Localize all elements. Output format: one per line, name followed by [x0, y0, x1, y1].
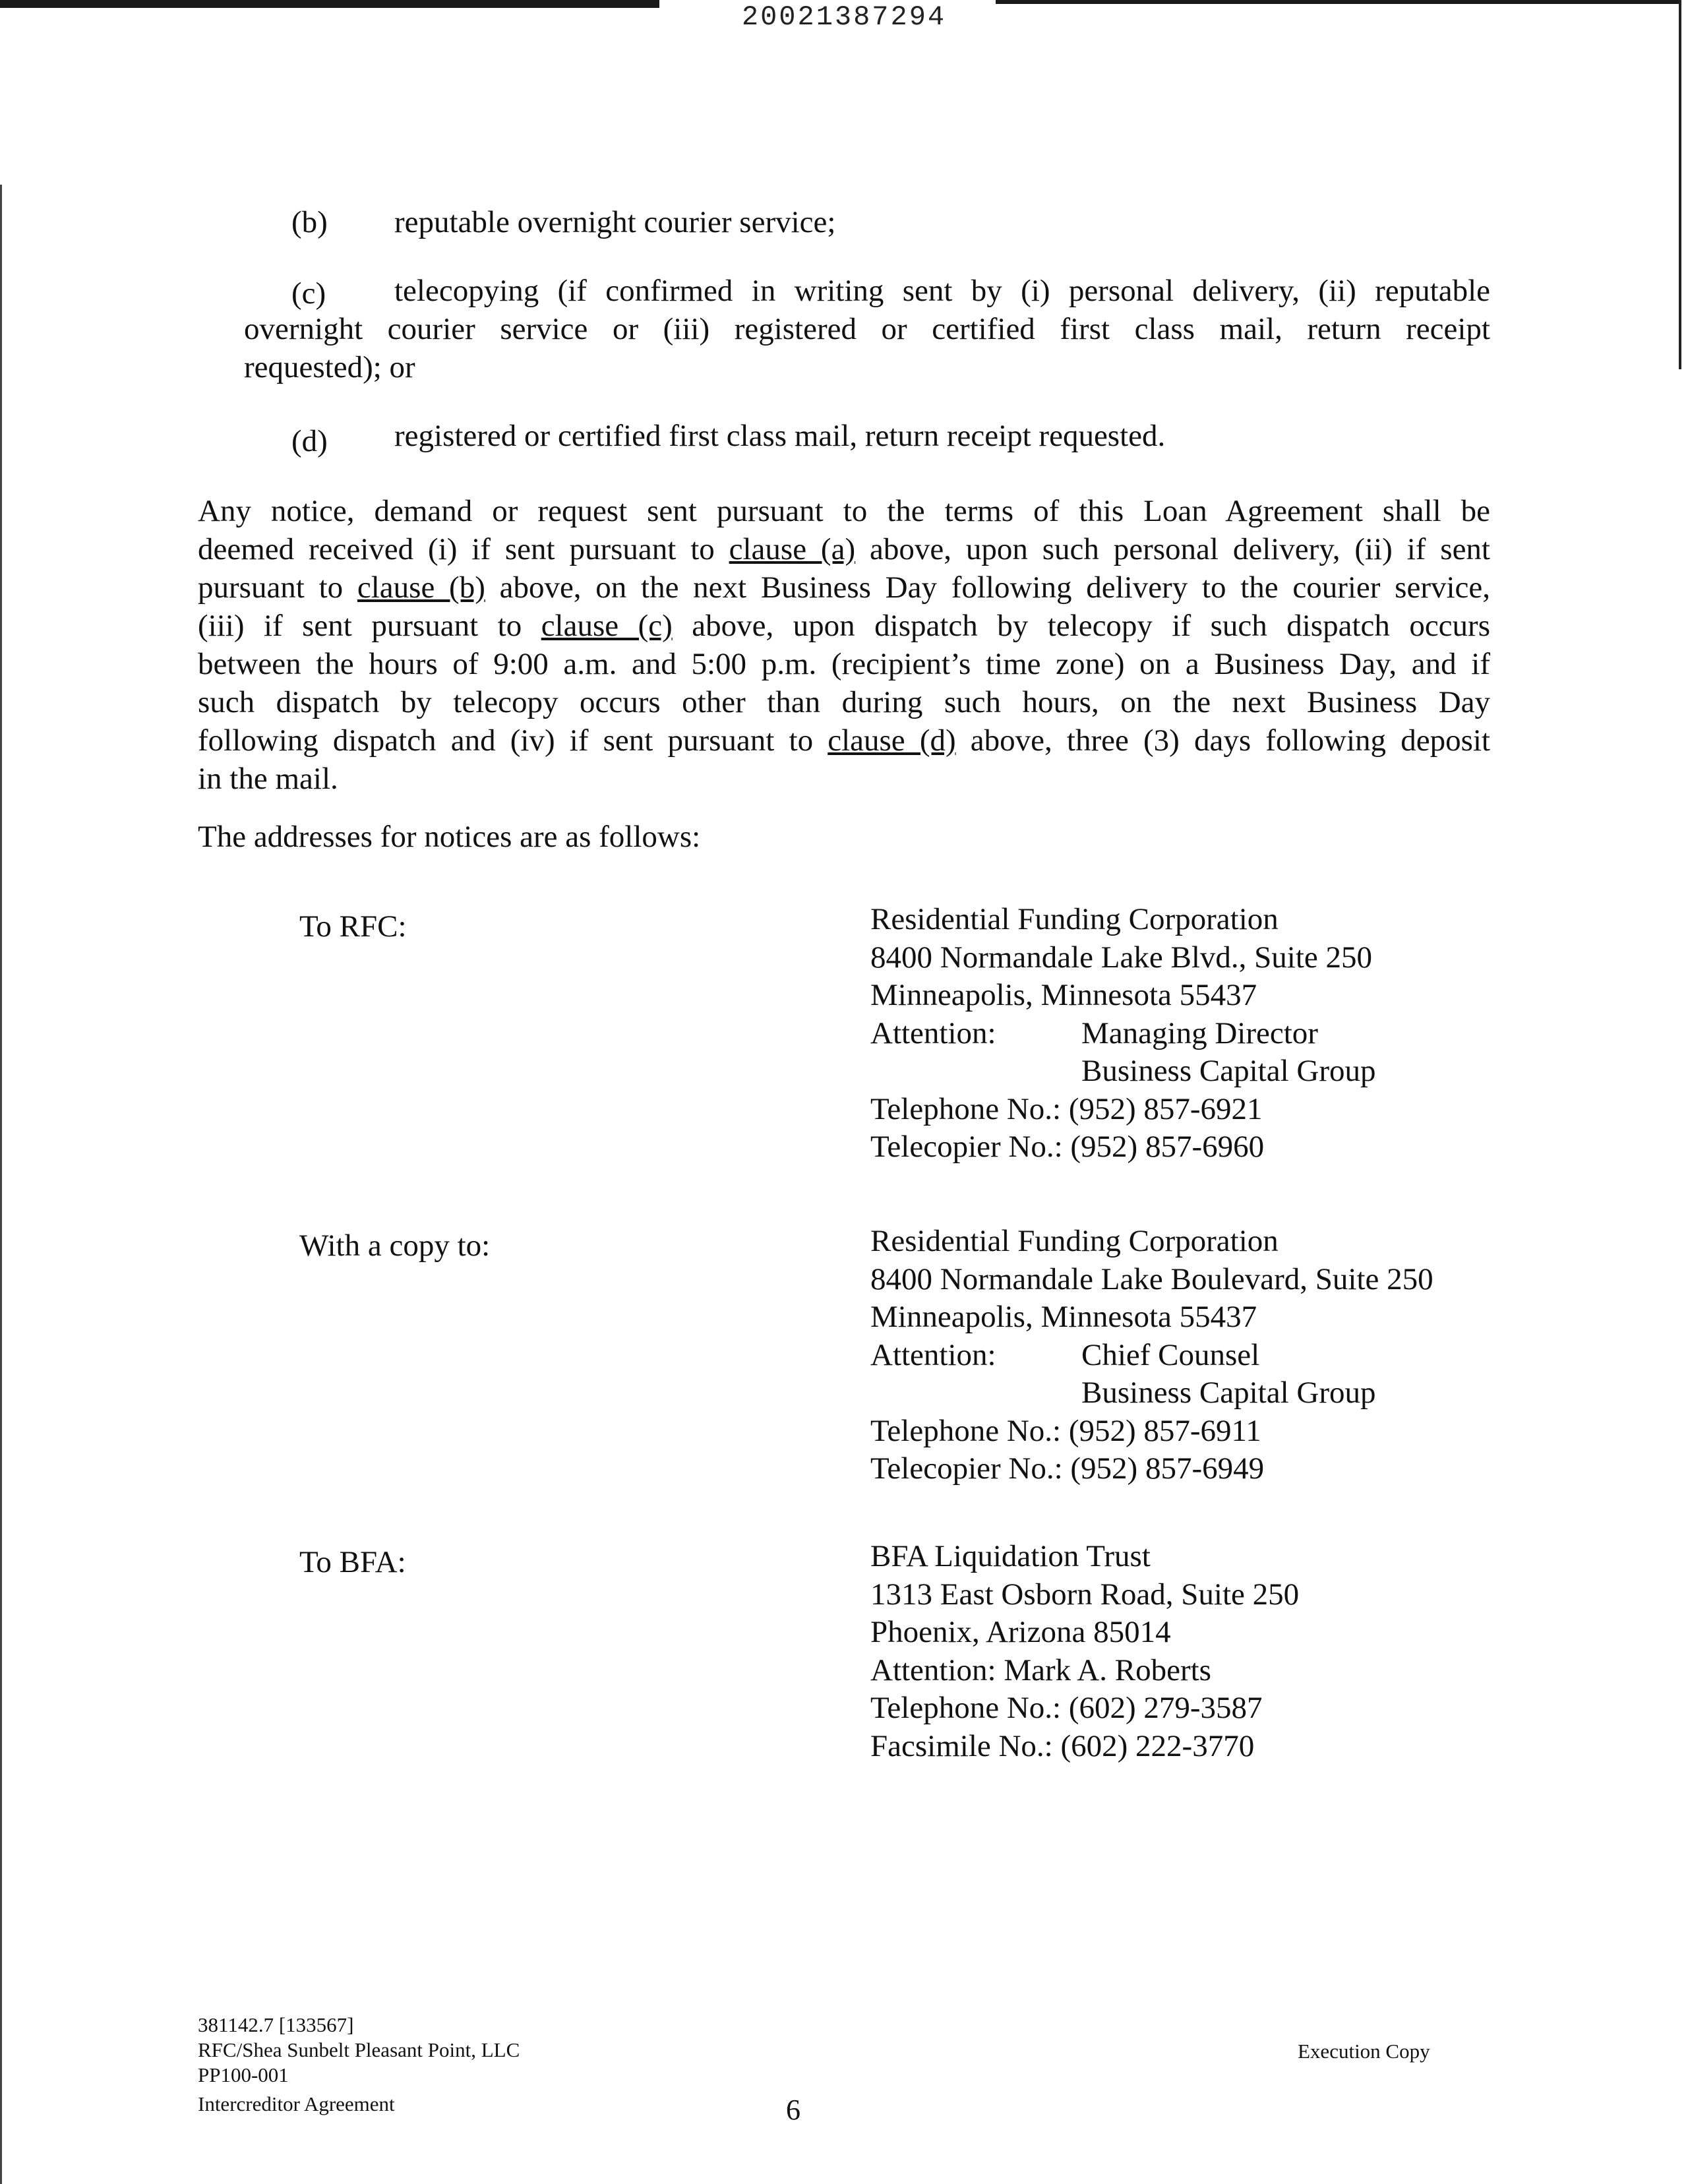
item-c-label: (c)	[291, 276, 326, 311]
notice-line-5: between the hours of 9:00 a.m. and 5:00 p.m. (recipient’s time zone) on a Business Day, and if	[198, 647, 1490, 681]
copy-telephone: Telephone No.: (952) 857-6911	[870, 1413, 1261, 1448]
bfa-attention: Attention: Mark A. Roberts	[870, 1653, 1211, 1687]
notice-line-6: such dispatch by telecopy occurs other than during such hours, on the next Business Day	[198, 685, 1490, 719]
addresses-intro: The addresses for notices are as follows:	[198, 820, 701, 854]
notice-line-4: (iii) if sent pursuant to clause (c) above, upon dispatch by telecopy if such dispatch occurs	[198, 609, 1490, 643]
item-c-line3: requested); or	[244, 350, 415, 384]
rfc-attention-line	[870, 1015, 1375, 1053]
rfc-address-block	[870, 901, 1375, 1167]
copy-attention-2-line	[870, 1374, 1433, 1412]
page-number: 6	[786, 2094, 800, 2126]
copy-attention-key: Attention:	[870, 1337, 996, 1372]
scan-border-left	[0, 185, 2, 2184]
copy-attention-2: Business Capital Group	[1081, 1376, 1376, 1410]
rfc-telephone: Telephone No.: (952) 857-6921	[870, 1091, 1263, 1126]
clause-a-ref: clause (a)	[729, 532, 856, 566]
copy-street: 8400 Normandale Lake Boulevard, Suite 250	[870, 1261, 1433, 1296]
rfc-label: To RFC:	[299, 909, 407, 944]
rfc-name: Residential Funding Corporation	[870, 902, 1279, 936]
item-d-text: registered or certified first class mail, return receipt requested.	[394, 419, 1166, 453]
rfc-attention-2-line	[870, 1052, 1375, 1091]
clause-d-ref: clause (d)	[828, 723, 956, 758]
bfa-facsimile: Facsimile No.: (602) 222-3770	[870, 1728, 1255, 1763]
notice-line-8: in the mail.	[198, 762, 338, 796]
footer-title: Intercreditor Agreement	[198, 2092, 395, 2115]
bfa-city: Phoenix, Arizona 85014	[870, 1615, 1171, 1649]
bfa-label: To BFA:	[299, 1545, 406, 1579]
bfa-address-block	[870, 1538, 1299, 1765]
rfc-street: 8400 Normandale Lake Blvd., Suite 250	[870, 940, 1372, 975]
notice-line-3: pursuant to clause (b) above, on the next Business Day following delivery to the courier service,	[198, 570, 1491, 605]
footer-status: Execution Copy	[1298, 2040, 1430, 2063]
item-c-line2: overnight courier service or (iii) registered or certified first class mail, return receipt	[244, 312, 1490, 346]
item-b-text: reputable overnight courier service;	[394, 205, 836, 239]
footer-party: RFC/Shea Sunbelt Pleasant Point, LLC	[198, 2038, 520, 2061]
footer-code: PP100-001	[198, 2063, 289, 2086]
bfa-street: 1313 East Osborn Road, Suite 250	[870, 1577, 1300, 1612]
item-b-label: (b)	[291, 205, 328, 239]
footer-block	[198, 2013, 520, 2117]
rfc-telecopier: Telecopier No.: (952) 857-6960	[870, 1130, 1265, 1164]
item-d-label: (d)	[291, 424, 328, 458]
copy-attention-1: Chief Counsel	[1081, 1337, 1260, 1372]
copy-telecopier: Telecopier No.: (952) 857-6949	[870, 1451, 1265, 1486]
clause-b-ref: clause (b)	[357, 570, 485, 605]
copy-address-block	[870, 1223, 1433, 1488]
footer-doc-id: 381142.7 [133567]	[198, 2013, 354, 2036]
bfa-telephone: Telephone No.: (602) 279-3587	[870, 1691, 1263, 1725]
copy-name: Residential Funding Corporation	[870, 1224, 1279, 1258]
notice-line-1: Any notice, demand or request sent pursuant to the terms of this Loan Agreement shall be	[198, 494, 1490, 528]
rfc-city: Minneapolis, Minnesota 55437	[870, 978, 1257, 1012]
notice-line-7: following dispatch and (iv) if sent pursuant to clause (d) above, three (3) days following deposit	[198, 723, 1490, 758]
bfa-name: BFA Liquidation Trust	[870, 1539, 1151, 1573]
document-number: 20021387294	[741, 1, 947, 33]
rfc-attention-key: Attention:	[870, 1016, 996, 1050]
rfc-attention-2: Business Capital Group	[1081, 1054, 1376, 1088]
scan-border-right	[1679, 0, 1681, 369]
copy-city: Minneapolis, Minnesota 55437	[870, 1300, 1257, 1334]
item-c-line1: telecopying (if confirmed in writing sent by (i) personal delivery, (ii) reputable	[394, 274, 1490, 308]
copy-attention-line	[870, 1337, 1433, 1375]
copy-label: With a copy to:	[299, 1228, 491, 1263]
rfc-attention-1: Managing Director	[1081, 1016, 1318, 1050]
clause-c-ref: clause (c)	[541, 609, 673, 643]
notice-line-2: deemed received (i) if sent pursuant to clause (a) above, upon such personal delivery, (ii) if sent	[198, 532, 1490, 566]
